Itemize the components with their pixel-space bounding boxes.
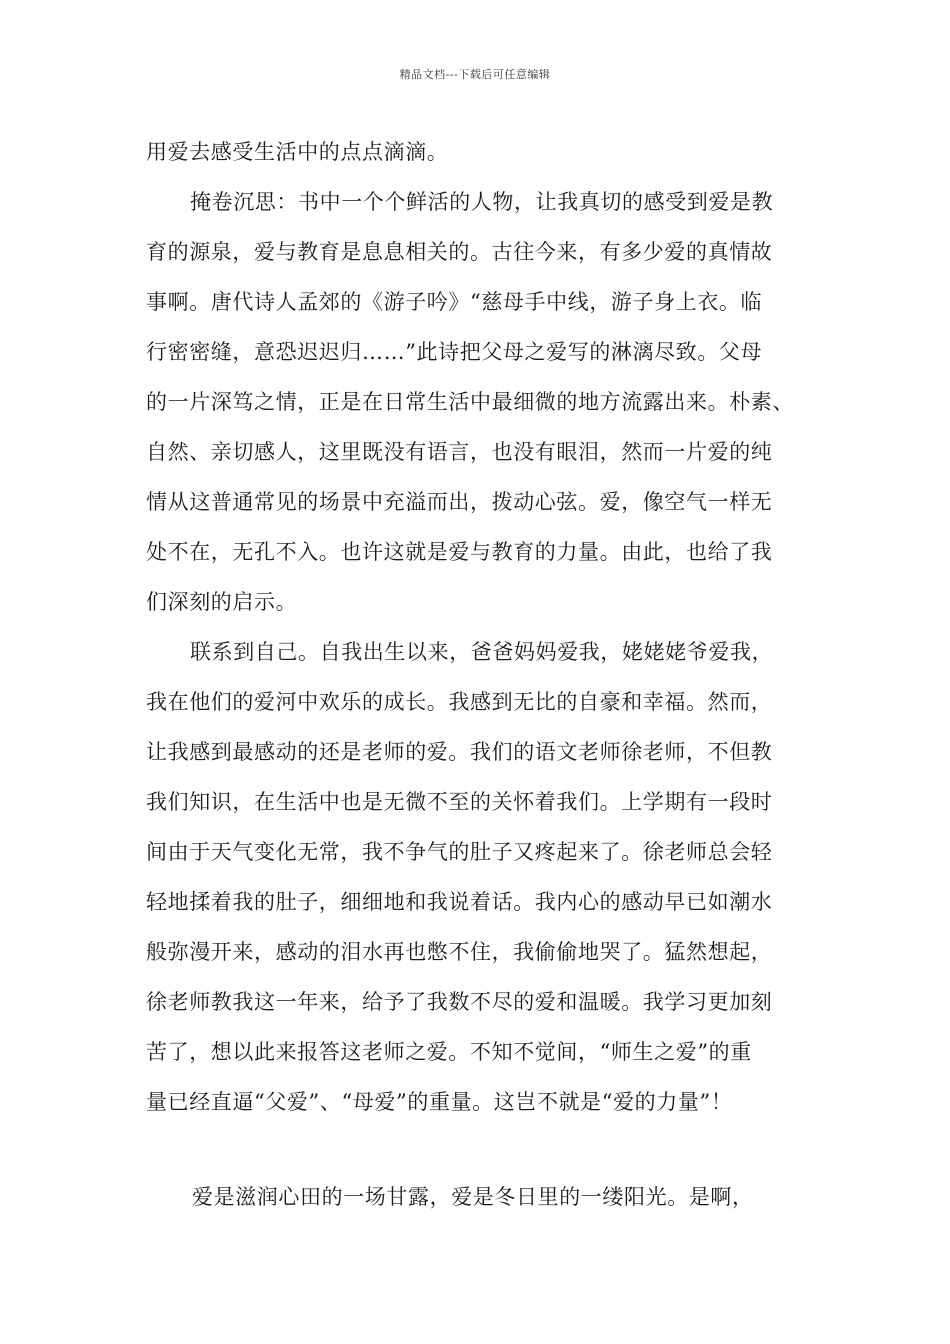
text-line: 行密密缝，意恐迟迟归……”此诗把父母之爱写的淋漓尽致。父母 [146,340,763,364]
text-line: 情从这普通常见的场景中充溢而出，拨动心弦。爱，像空气一样无 [146,490,773,514]
text-line: 间由于天气变化无常，我不争气的肚子又疼起来了。徐老师总会轻 [146,840,773,864]
text-line: 徐老师教我这一年来，给予了我数不尽的爱和温暖。我学习更加刻 [146,990,773,1014]
text-line: 我们知识，在生活中也是无微不至的关怀着我们。上学期有一段时 [146,790,773,814]
text-line: 用爱去感受生活中的点点滴滴。 [146,140,449,164]
text-line: 联系到自己。自我出生以来，爸爸妈妈爱我，姥姥姥爷爱我， [190,640,774,664]
text-line: 育的源泉，爱与教育是息息相关的。古往今来，有多少爱的真情故 [146,240,773,264]
text-line: 们深刻的启示。 [146,590,298,614]
text-line: 轻地揉着我的肚子，细细地和我说着话。我内心的感动早已如潮水 [146,890,773,914]
text-line: 处不在，无孔不入。也许这就是爱与教育的力量。由此，也给了我 [146,540,773,564]
text-line: 苦了，想以此来报答这老师之爱。不知不觉间，“师生之爱”的重 [146,1040,752,1064]
text-line: 的一片深笃之情，正是在日常生活中最细微的地方流露出来。朴素、 [146,390,794,414]
text-line: 掩卷沉思：书中一个个鲜活的人物，让我真切的感受到爱是教 [190,190,774,214]
text-line: 我在他们的爱河中欢乐的成长。我感到无比的自豪和幸福。然而， [146,690,773,714]
text-line: 爱是滋润心田的一场甘露，爱是冬日里的一缕阳光。是啊， [192,1185,754,1209]
text-line: 事啊。唐代诗人孟郊的《游子吟》“慈母手中线，游子身上衣。临 [146,290,763,314]
text-line: 自然、亲切感人，这里既没有语言，也没有眼泪，然而一片爱的纯 [146,440,773,464]
text-line: 量已经直逼“父爱”、“母爱”的重量。这岂不就是“爱的力量”！ [146,1090,733,1114]
text-line: 让我感到最感动的还是老师的爱。我们的语文老师徐老师，不但教 [146,740,773,764]
page-header: 精品文档---下载后可任意编辑 [399,68,551,81]
text-line: 般弥漫开来，感动的泪水再也憋不住，我偷偷地哭了。猛然想起， [146,940,773,964]
